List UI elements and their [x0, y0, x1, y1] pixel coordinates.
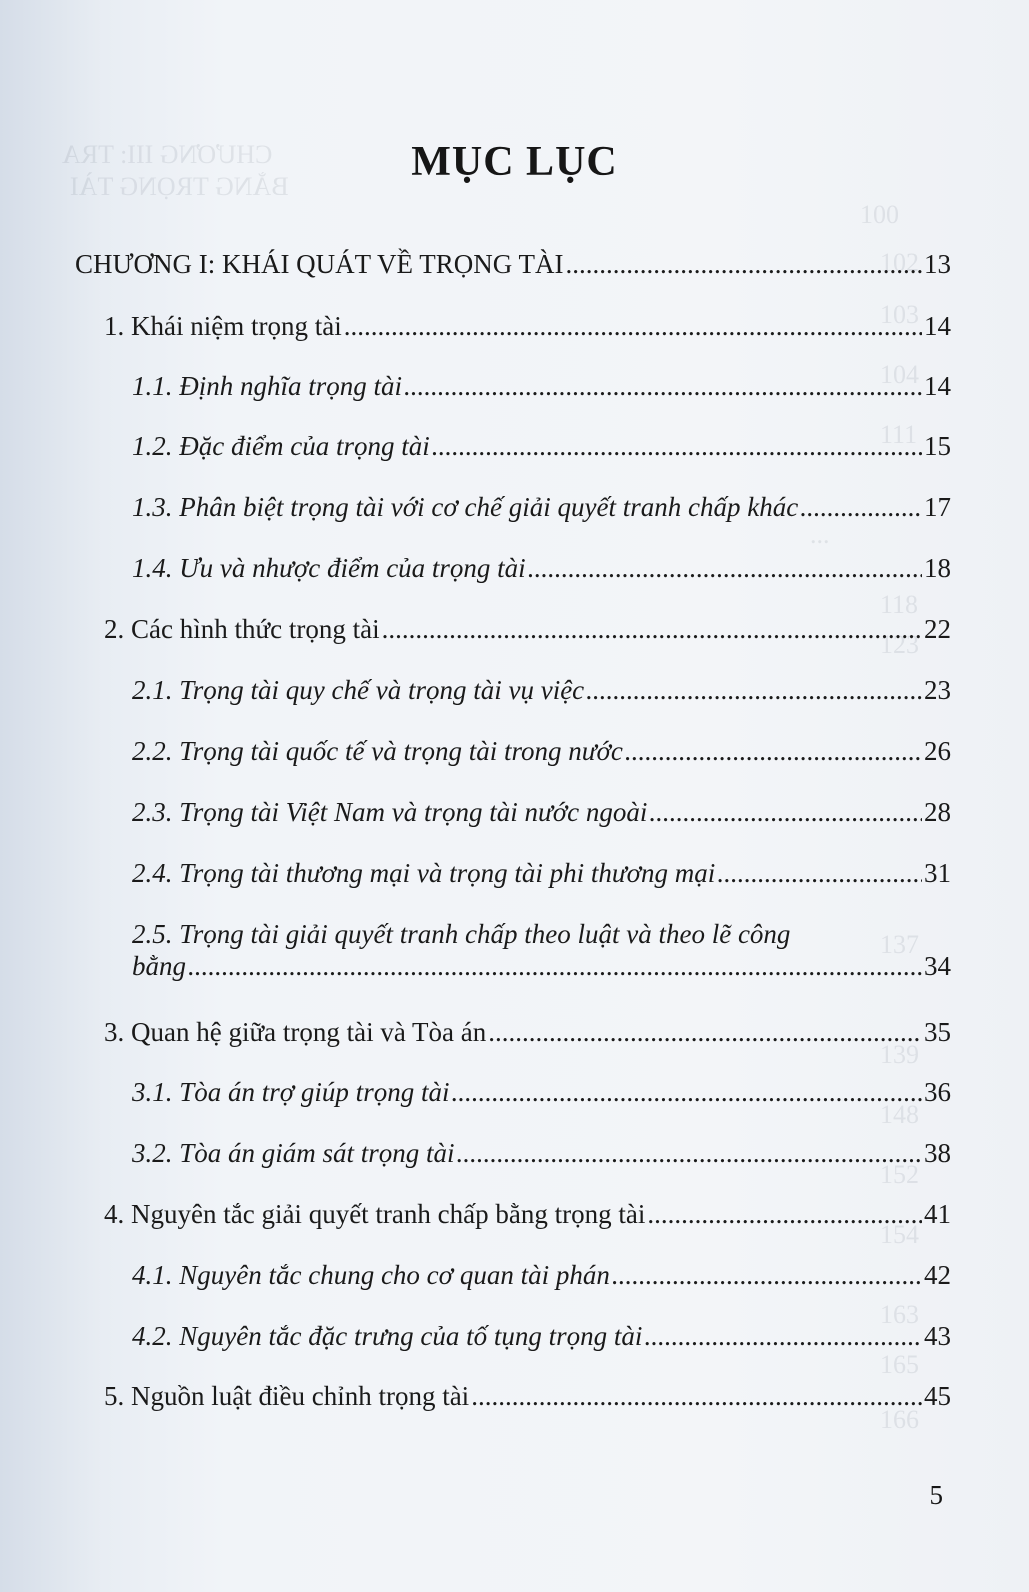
page-title: MỤC LỤC	[411, 139, 618, 185]
toc-entry-label-continued: bằng	[132, 951, 186, 981]
toc-section-entry	[104, 1380, 951, 1412]
toc-leader-dots	[586, 674, 922, 706]
toc-subsection-entry	[132, 491, 951, 523]
toc-entry-label: 2.1. Trọng tài quy chế và trọng tài vụ việc	[132, 675, 585, 705]
toc-page-number: 36	[924, 1077, 951, 1107]
toc-page-number: 26	[924, 736, 951, 766]
toc-subsection-entry	[132, 674, 951, 706]
toc-leader-dots	[644, 1320, 922, 1352]
toc-subsection-entry	[132, 370, 951, 402]
toc-entry-label: 4.1. Nguyên tắc chung cho cơ quan tài phán	[132, 1260, 610, 1290]
toc-entry-label: 2.3. Trọng tài Việt Nam và trọng tài nước ngoài	[132, 797, 648, 827]
toc-subsection-entry	[132, 1259, 951, 1291]
toc-leader-dots	[528, 552, 922, 584]
toc-page-number: 15	[924, 431, 951, 461]
toc-entry-label: 5. Nguồn luật điều chỉnh trọng tài	[104, 1381, 470, 1411]
toc-page-number: 28	[924, 797, 951, 827]
toc-entry-label: 3. Quan hệ giữa trọng tài và Tòa án	[104, 1017, 487, 1047]
toc-entry-label: 3.1. Tòa án trợ giúp trọng tài	[132, 1077, 450, 1107]
toc-page-number: 14	[924, 311, 951, 341]
toc-section-entry	[104, 310, 951, 342]
toc-entry-label: 2.4. Trọng tài thương mại và trọng tài phi thương mại	[132, 858, 716, 888]
toc-page-number: 43	[924, 1321, 951, 1351]
toc-subsection-entry	[132, 430, 951, 462]
toc-page-number: 17	[924, 492, 951, 522]
show-through-text: CHƯƠNG III: TRA BẰNG TRỌNG TÀI 100 102 103 104 111 ... 118 123 137 139 148 152 154 163 165 166	[62, 140, 919, 1434]
toc-leader-dots	[612, 1259, 922, 1291]
toc-entry-label: 1.4. Ưu và nhược điểm của trọng tài	[132, 553, 526, 583]
toc-page-number: 35	[924, 1017, 951, 1047]
toc-page-number: 34	[924, 951, 951, 981]
toc-subsection-entry	[132, 1137, 951, 1169]
toc-leader-dots	[647, 1198, 922, 1230]
toc-section-entry	[104, 1016, 951, 1048]
toc-subsection-entry	[132, 735, 951, 767]
toc-entry-label: 4.2. Nguyên tắc đặc trưng của tố tụng trọng tài	[132, 1321, 643, 1351]
toc-subsection-entry	[132, 1320, 951, 1352]
toc-chapter-entry	[75, 248, 951, 280]
toc-subsection-entry	[132, 552, 951, 584]
toc-page-number: 31	[924, 858, 951, 888]
toc-leader-dots	[800, 491, 922, 523]
toc-leader-dots	[625, 735, 922, 767]
toc-leader-dots	[344, 310, 922, 342]
toc-leader-dots	[565, 248, 922, 280]
toc-leader-dots	[649, 796, 922, 828]
toc-subsection-entry	[132, 1076, 951, 1108]
toc-entry-label: 1. Khái niệm trọng tài	[104, 311, 342, 341]
toc-leader-dots	[488, 1016, 922, 1048]
toc-entry-label: 2. Các hình thức trọng tài	[104, 614, 380, 644]
toc-entry-label: 1.2. Đặc điểm của trọng tài	[132, 431, 430, 461]
toc-entry-label: 2.2. Trọng tài quốc tế và trọng tài trong nước	[132, 736, 623, 766]
toc-page-number: 18	[924, 553, 951, 583]
toc-entry-label: 1.1. Định nghĩa trọng tài	[132, 371, 403, 401]
toc-entry-label: 1.3. Phân biệt trọng tài với cơ chế giải quyết tranh chấp khác	[132, 492, 799, 522]
toc-leader-dots	[457, 1137, 922, 1169]
toc-page-number: 13	[924, 249, 951, 279]
toc-leader-dots	[471, 1380, 922, 1412]
toc-subsection-entry	[132, 857, 951, 889]
toc-subsection-entry	[132, 796, 951, 828]
toc-section-entry	[104, 1198, 951, 1230]
page-number: 5	[929, 1480, 943, 1510]
toc-entry-continuation	[132, 950, 951, 982]
toc-page-number: 41	[924, 1199, 951, 1229]
toc-page-number: 22	[924, 614, 951, 644]
toc-leader-dots	[717, 857, 922, 889]
toc-page-number: 38	[924, 1138, 951, 1168]
toc-entry-label: 3.2. Tòa án giám sát trọng tài	[132, 1138, 455, 1168]
toc-leader-dots	[451, 1076, 922, 1108]
toc-entry-label: 4. Nguyên tắc giải quyết tranh chấp bằng trọng tài	[104, 1199, 646, 1229]
toc-page-number: 45	[924, 1381, 951, 1411]
toc-page-number: 14	[924, 371, 951, 401]
toc-entry-label: 2.5. Trọng tài giải quyết tranh chấp theo luật và theo lẽ công	[132, 919, 791, 949]
toc-page-number: 42	[924, 1260, 951, 1290]
toc-entry-label: CHƯƠNG I: KHÁI QUÁT VỀ TRỌNG TÀI	[75, 249, 564, 279]
toc-leader-dots	[432, 430, 922, 462]
toc-leader-dots	[188, 950, 922, 982]
toc-leader-dots	[404, 370, 922, 402]
toc-leader-dots	[382, 613, 922, 645]
toc-page-number: 23	[924, 675, 951, 705]
toc-subsection-entry-wrapped	[132, 918, 951, 982]
toc-section-entry	[104, 613, 951, 645]
